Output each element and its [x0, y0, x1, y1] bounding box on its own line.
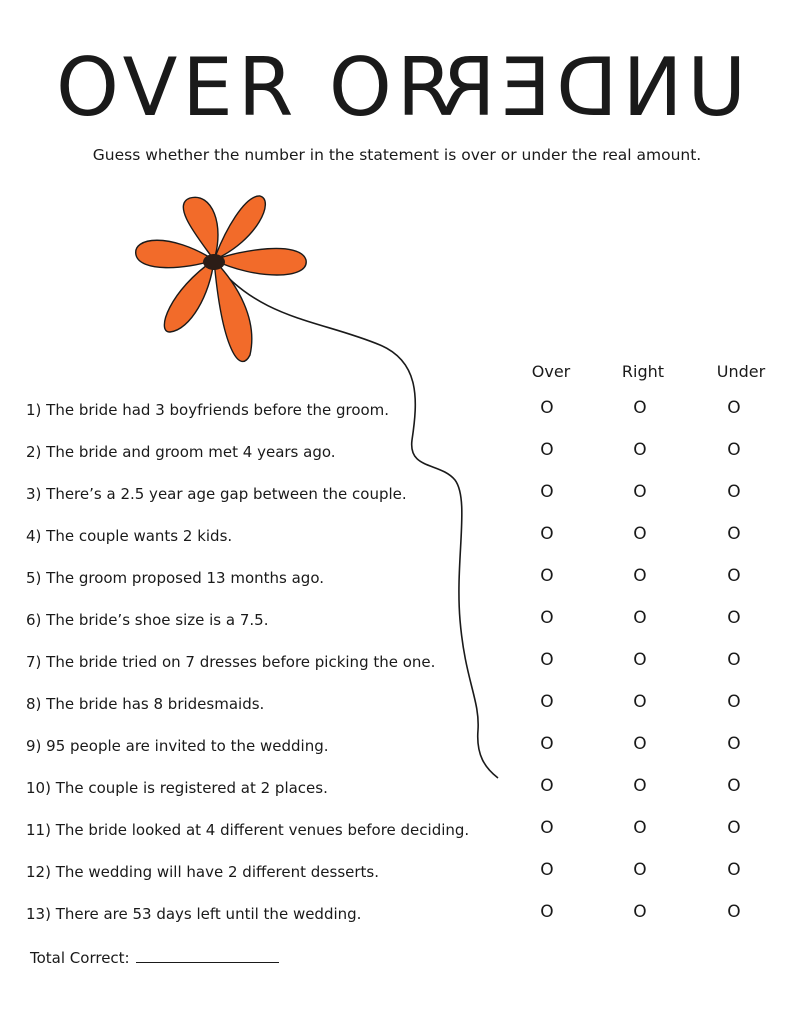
option-over[interactable]: O — [540, 860, 554, 880]
question-row — [0, 608, 794, 632]
option-right[interactable]: O — [633, 608, 647, 628]
option-right[interactable]: O — [633, 398, 647, 418]
option-over[interactable]: O — [540, 608, 554, 628]
option-under[interactable]: O — [727, 776, 741, 796]
option-over[interactable]: O — [540, 566, 554, 586]
option-right[interactable]: O — [633, 692, 647, 712]
title-over-or: OVER OR — [56, 41, 458, 134]
question-text: 12) The wedding will have 2 different desserts. — [26, 863, 380, 881]
question-text: 6) The bride’s shoe size is a 7.5. — [26, 611, 269, 629]
option-under[interactable]: O — [727, 608, 741, 628]
option-right[interactable]: O — [633, 818, 647, 838]
option-under[interactable]: O — [727, 902, 741, 922]
total-correct-blank[interactable] — [136, 948, 279, 963]
question-row — [0, 650, 794, 674]
question-row — [0, 776, 794, 800]
option-over[interactable]: O — [540, 692, 554, 712]
question-row — [0, 482, 794, 506]
option-right[interactable]: O — [633, 902, 647, 922]
column-under-header: Under — [716, 362, 766, 381]
option-over[interactable]: O — [540, 776, 554, 796]
question-row — [0, 440, 794, 464]
option-under[interactable]: O — [727, 818, 741, 838]
option-over[interactable]: O — [540, 818, 554, 838]
question-text: 13) There are 53 days left until the wedding. — [26, 905, 362, 923]
option-under[interactable]: O — [727, 734, 741, 754]
question-row — [0, 818, 794, 842]
flower-center — [203, 254, 225, 270]
question-row — [0, 902, 794, 926]
question-text: 3) There’s a 2.5 year age gap between the couple. — [26, 485, 407, 503]
petal — [183, 197, 218, 260]
petal — [214, 196, 265, 260]
option-right[interactable]: O — [633, 440, 647, 460]
option-right[interactable]: O — [633, 776, 647, 796]
question-text: 10) The couple is registered at 2 places. — [26, 779, 328, 797]
option-under[interactable]: O — [727, 398, 741, 418]
question-text: 11) The bride looked at 4 different venues before deciding. — [26, 821, 470, 839]
option-over[interactable]: O — [540, 902, 554, 922]
question-row — [0, 398, 794, 422]
question-text: 5) The groom proposed 13 months ago. — [26, 569, 325, 587]
option-under[interactable]: O — [727, 650, 741, 670]
option-under[interactable]: O — [727, 860, 741, 880]
column-over-header: Over — [531, 362, 571, 381]
option-right[interactable]: O — [633, 734, 647, 754]
option-over[interactable]: O — [540, 734, 554, 754]
option-over[interactable]: O — [540, 650, 554, 670]
question-row — [0, 566, 794, 590]
question-row — [0, 734, 794, 758]
option-right[interactable]: O — [633, 524, 647, 544]
question-row — [0, 860, 794, 884]
option-right[interactable]: O — [633, 482, 647, 502]
instructions: Guess whether the number in the statement is over or under the real amount. — [92, 146, 702, 164]
option-right[interactable]: O — [633, 860, 647, 880]
question-text: 7) The bride tried on 7 dresses before picking the one. — [26, 653, 436, 671]
question-text: 2) The bride and groom met 4 years ago. — [26, 443, 336, 461]
total-correct-label: Total Correct: — [30, 949, 130, 967]
option-under[interactable]: O — [727, 482, 741, 502]
option-over[interactable]: O — [540, 398, 554, 418]
column-right-header: Right — [621, 362, 665, 381]
option-under[interactable]: O — [727, 566, 741, 586]
option-over[interactable]: O — [540, 440, 554, 460]
petal — [164, 260, 214, 332]
option-right[interactable]: O — [633, 650, 647, 670]
question-text: 1) The bride had 3 boyfriends before the groom. — [26, 401, 390, 419]
option-under[interactable]: O — [727, 524, 741, 544]
petal — [214, 248, 306, 275]
question-text: 8) The bride has 8 bridesmaids. — [26, 695, 265, 713]
flower-petals — [136, 196, 306, 361]
question-row — [0, 692, 794, 716]
petal — [214, 260, 252, 361]
question-text: 4) The couple wants 2 kids. — [26, 527, 233, 545]
page-title — [0, 41, 794, 134]
option-under[interactable]: O — [727, 692, 741, 712]
question-text: 9) 95 people are invited to the wedding. — [26, 737, 329, 755]
title-under-mirrored: UNDER — [434, 41, 746, 134]
option-under[interactable]: O — [727, 440, 741, 460]
option-over[interactable]: O — [540, 482, 554, 502]
option-right[interactable]: O — [633, 566, 647, 586]
question-row — [0, 524, 794, 548]
option-over[interactable]: O — [540, 524, 554, 544]
total-correct — [30, 948, 279, 967]
petal — [136, 240, 214, 267]
